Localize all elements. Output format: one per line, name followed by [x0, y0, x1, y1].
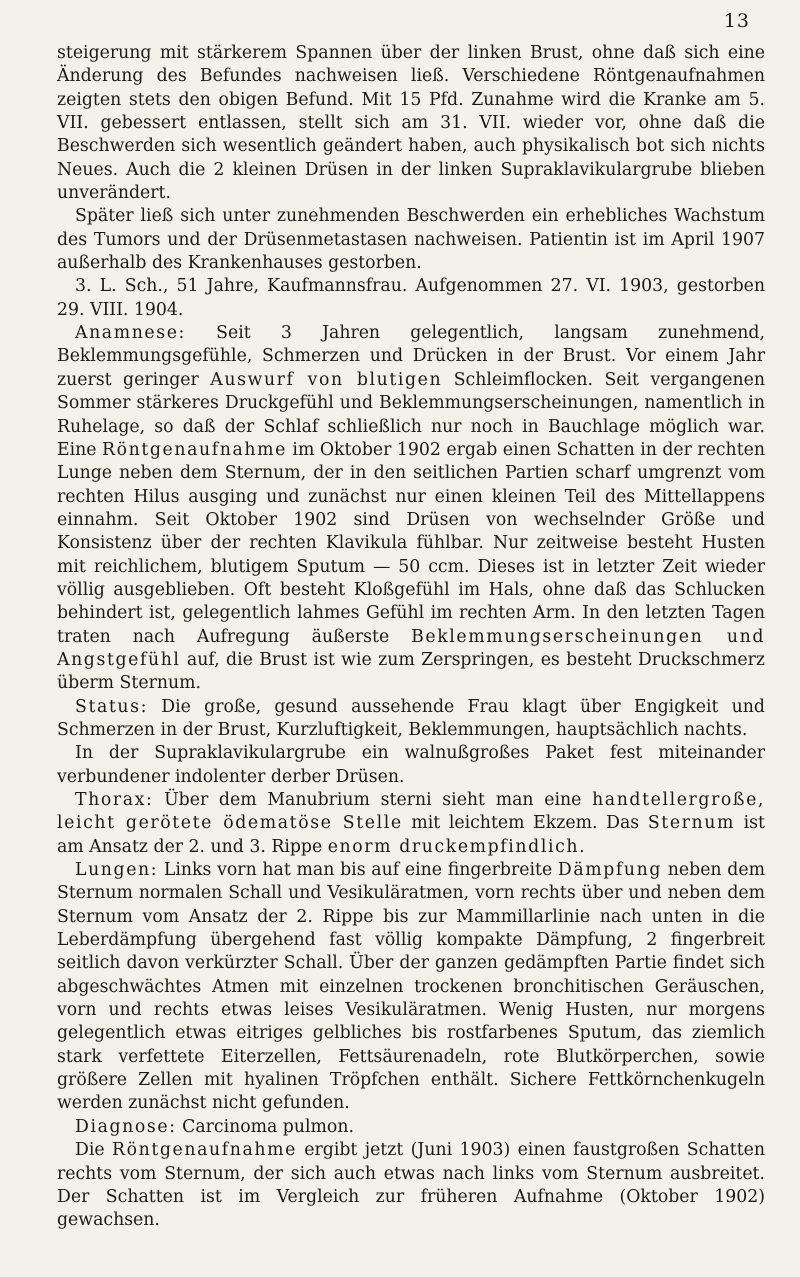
- text-run: Später ließ sich unter zunehmenden Beschwerden ein erhebliches Wachstum des Tumors und der Drüsenmetastasen nachweisen. Patientin ist im April 1907 außerhalb des Krankenhauses gestorben.: [57, 206, 765, 274]
- text-run: neben dem Sternum normalen Schall und Vesikuläratmen, vorn rechts über und neben dem Sternum vom Ansatz der 2. Rippe bis zur Mammillarlinie nach unten in die Leberdämpfung übergehend fast völlig kompakte Dämpfung, 2 fingerbreit seitlich davon verkürzter Schall. Über der ganzen gedämpften Partie findet sich abgeschwächtes Atmen mit einzelnen trockenen bronchitischen Geräuschen, vorn und rechts etwas leises Vesikuläratmen. Wenig Husten, nur morgens gelegentlich etwas eitriges gelbliches bis rostfarbenes Sputum, das ziemlich stark verfettete Eiterzellen, Fettsäurenadeln, rote Blutkörperchen, sowie größere Zellen mit hyalinen Tröpfchen enthält. Sichere Fettkörnchenkugeln werden zunächst nicht gefunden.: [57, 860, 765, 1114]
- emphasized-text: Status:: [75, 696, 149, 717]
- emphasized-text: enorm druckempfindlich.: [327, 836, 587, 857]
- paragraph: [57, 859, 765, 1116]
- emphasized-text: Röntgenaufnahme: [111, 1140, 297, 1161]
- emphasized-text: Lungen:: [75, 860, 159, 881]
- text-run: Seit 3 Jahren gelegentlich, langsam zunehmend, Beklemmungsgefühle, Schmerzen und Drücken in der Brust. Vor einem Jahr zuerst geringer: [57, 323, 765, 390]
- emphasized-text: Auswurf von blutigen: [210, 369, 443, 390]
- text-run: im Oktober 1902 ergab einen Schatten in der rechten Lunge neben dem Sternum, der in den seitlichen Partien scharf umgrenzt vom rechten Hilus ausging und zunächst nur einen kleinen Teil des Mittellappens einnahm. Seit Oktober 1902 sind Drüsen von wechselnder Größe und Konsistenz über der rechten Klavikula fühlbar. Nur zeitweise besteht Husten mit reichlichem, blutigem Sputum — 50 ccm. Dieses ist in letzter Zeit wieder völlig ausgeblieben. Oft besteht Kloßgefühl im Hals, ohne daß das Schlucken behindert ist, gelegentlich lahmes Gefühl im rechten Arm. In den letzten Tagen traten nach Aufregung äußerste: [57, 439, 765, 647]
- emphasized-text: Sternum: [647, 813, 735, 834]
- paragraph: [57, 696, 765, 743]
- text-run: mit leichtem Ekzem. Das: [402, 813, 648, 834]
- paragraph: [57, 205, 765, 275]
- paragraph: [57, 789, 765, 859]
- emphasized-text: Diagnose:: [75, 1116, 177, 1137]
- text-run: ergibt jetzt (Juni 1903) einen faustgroßen Schatten rechts vom Sternum, der sich auch etwas nach links vom Sternum ausbreitet. Der Schatten ist im Vergleich zur früheren Aufnahme (Oktober 1902) gewachsen.: [57, 1140, 766, 1231]
- text-run: Die große, gesund aussehende Frau klagt über Engigkeit und Schmerzen in der Brust, Kurzluftigkeit, Beklemmungen, hauptsächlich nachts.: [57, 696, 765, 740]
- text-run: 3. L. Sch., 51 Jahre, Kaufmannsfrau. Aufgenommen 27. VI. 1903, gestorben 29. VIII. 1904.: [57, 276, 765, 320]
- text-run: auf, die Brust ist wie zum Zerspringen, es besteht Druckschmerz überm Sternum.: [57, 649, 765, 694]
- text-run: Links vorn hat man bis auf eine fingerbreite: [158, 860, 558, 881]
- text-run: steigerung mit stärkerem Spannen über der linken Brust, ohne daß sich eine Änderung des Befundes nachweisen ließ. Verschiedene Röntgenaufnahmen zeigten stets den obigen Befund. Mit 15 Pfd. Zunahme wird die Kranke am 5. VII. gebessert entlassen, stellt sich am 31. VII. wieder vor, ohne daß die Beschwerden sich wesentlich geändert haben, auch physikalisch bot sich nichts Neues. Auch die 2 kleinen Drüsen in der linken Supraklavikulargrube blieben unverändert.: [57, 43, 765, 204]
- text-run: Carcinoma pulmon.: [176, 1116, 354, 1137]
- paragraph: [57, 275, 765, 322]
- emphasized-text: Beklemmungserscheinungen und Angstgefühl: [57, 626, 765, 670]
- emphasized-text: handtellergroße, leicht gerötete ödematöse Stelle: [57, 790, 765, 834]
- text-run: ist am Ansatz der 2. und 3. Rippe: [57, 813, 765, 857]
- paragraph: [57, 42, 765, 205]
- emphasized-text: Röntgenaufnahme: [102, 439, 287, 460]
- paragraph: [57, 1116, 765, 1139]
- text-run: In der Supraklavikulargrube ein walnußgroßes Paket fest miteinander verbundener indolenter derber Drüsen.: [57, 743, 765, 787]
- paragraph: [57, 322, 765, 696]
- paragraph: [57, 1139, 765, 1232]
- body-text: [57, 42, 765, 1233]
- emphasized-text: Thorax:: [75, 790, 154, 810]
- text-run: Über dem Manubrium sterni sieht man eine: [153, 790, 593, 810]
- paragraph: [57, 742, 765, 789]
- text-run: Die: [75, 1140, 112, 1161]
- text-run: Schleimflocken. Seit vergangenen Sommer stärkeres Druckgefühl und Beklemmungserscheinungen, namentlich in Ruhelage, so daß der Schlaf schließlich nur noch in Bauchlage möglich war. Eine: [57, 369, 766, 460]
- emphasized-text: Dämpfung: [557, 860, 663, 881]
- page-number: 13: [723, 10, 750, 32]
- emphasized-text: Anamnese:: [75, 323, 186, 344]
